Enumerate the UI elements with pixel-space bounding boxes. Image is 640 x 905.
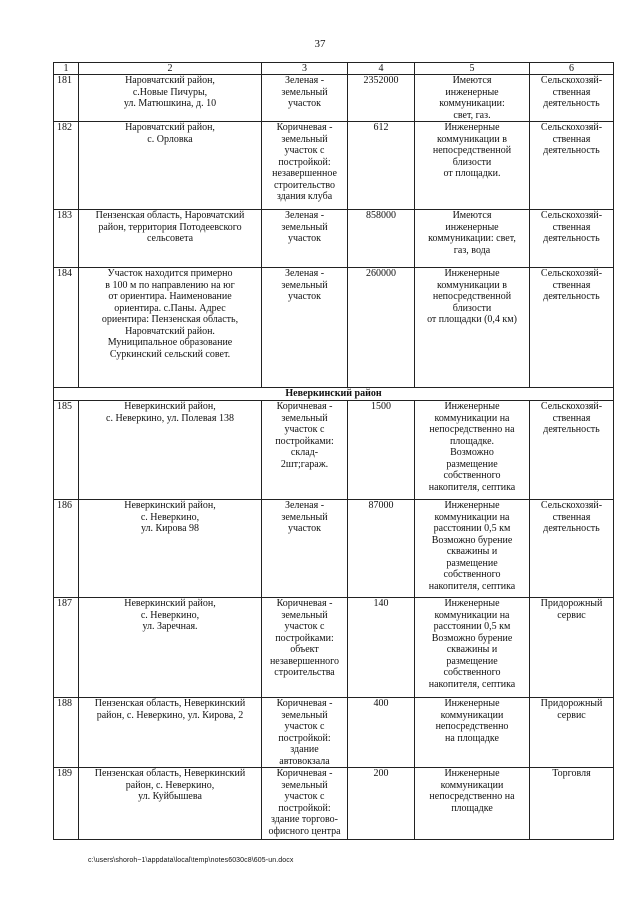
- purpose-cell: Сельскохозяй- ственная деятельность: [530, 401, 614, 500]
- purpose-cell: Сельскохозяй- ственная деятельность: [530, 210, 614, 268]
- address-cell: Наровчатский район, с. Орловка: [79, 122, 262, 210]
- address-cell: Неверкинский район, с. Неверкино, ул. Полевая 138: [79, 401, 262, 500]
- area-cell: 140: [348, 598, 415, 698]
- purpose-cell: Сельскохозяй- ственная деятельность: [530, 500, 614, 598]
- row-number-cell: 181: [54, 75, 79, 122]
- row-number-cell: 184: [54, 268, 79, 388]
- utilities-cell: Инженерные коммуникации на расстоянии 0,5 км Возможно бурение скважины и размещение собственного накопителя, септика: [415, 500, 530, 598]
- table-row: [54, 598, 614, 698]
- purpose-cell: Сельскохозяй- ственная деятельность: [530, 122, 614, 210]
- purpose-cell: Сельскохозяй- ственная деятельность: [530, 75, 614, 122]
- land-type-cell: Зеленая - земельный участок: [262, 75, 348, 122]
- utilities-cell: Инженерные коммуникации непосредственно на площадке: [415, 768, 530, 840]
- utilities-cell: Инженерные коммуникации в непосредственной близости от площадки (0,4 км): [415, 268, 530, 388]
- address-cell: Пензенская область, Неверкинский район, с. Неверкино, ул. Куйбышева: [79, 768, 262, 840]
- land-type-cell: Коричневая - земельный участок с постройками: объект незавершенного строительства: [262, 598, 348, 698]
- district-header-row: [54, 388, 614, 401]
- area-cell: 612: [348, 122, 415, 210]
- column-header: 3: [262, 63, 348, 75]
- row-number-cell: 185: [54, 401, 79, 500]
- column-header: 5: [415, 63, 530, 75]
- table-row: [54, 268, 614, 388]
- address-cell: Наровчатский район, с.Новые Пичуры, ул. Матюшкина, д. 10: [79, 75, 262, 122]
- land-plots-table: [53, 62, 614, 840]
- district-title: Неверкинский район: [54, 388, 614, 401]
- purpose-cell: Придорожный сервис: [530, 698, 614, 768]
- column-header: 4: [348, 63, 415, 75]
- table-row: [54, 768, 614, 840]
- utilities-cell: Инженерные коммуникации непосредственно на площадке: [415, 698, 530, 768]
- land-type-cell: Зеленая - земельный участок: [262, 500, 348, 598]
- row-number-cell: 189: [54, 768, 79, 840]
- area-cell: 260000: [348, 268, 415, 388]
- row-number-cell: 183: [54, 210, 79, 268]
- area-cell: 2352000: [348, 75, 415, 122]
- area-cell: 858000: [348, 210, 415, 268]
- land-type-cell: Коричневая - земельный участок с постройкой: здание торгово- офисного центра: [262, 768, 348, 840]
- column-header: 6: [530, 63, 614, 75]
- table-row: [54, 401, 614, 500]
- address-cell: Неверкинский район, с. Неверкино, ул. Заречная.: [79, 598, 262, 698]
- area-cell: 87000: [348, 500, 415, 598]
- column-header: 1: [54, 63, 79, 75]
- address-cell: Пензенская область, Неверкинский район, с. Неверкино, ул. Кирова, 2: [79, 698, 262, 768]
- area-cell: 1500: [348, 401, 415, 500]
- table-row: [54, 75, 614, 122]
- file-path-footer: c:\users\shoroh~1\appdata\local\temp\notes6030c8\605-un.docx: [88, 857, 294, 864]
- area-cell: 400: [348, 698, 415, 768]
- address-cell: Пензенская область, Наровчатский район, территория Потодеевского сельсовета: [79, 210, 262, 268]
- purpose-cell: Сельскохозяй- ственная деятельность: [530, 268, 614, 388]
- column-header-row: [54, 63, 614, 75]
- land-type-cell: Коричневая - земельный участок с постройкой: незавершенное строительство здания клуба: [262, 122, 348, 210]
- row-number-cell: 188: [54, 698, 79, 768]
- land-type-cell: Коричневая - земельный участок с постройкой: здание автовокзала: [262, 698, 348, 768]
- utilities-cell: Имеются инженерные коммуникации: свет, газ, вода: [415, 210, 530, 268]
- land-type-cell: Зеленая - земельный участок: [262, 210, 348, 268]
- table-row: [54, 698, 614, 768]
- row-number-cell: 182: [54, 122, 79, 210]
- land-type-cell: Коричневая - земельный участок с постройками: склад- 2шт;гараж.: [262, 401, 348, 500]
- table-row: [54, 500, 614, 598]
- address-cell: Неверкинский район, с. Неверкино, ул. Кирова 98: [79, 500, 262, 598]
- land-type-cell: Зеленая - земельный участок: [262, 268, 348, 388]
- purpose-cell: Придорожный сервис: [530, 598, 614, 698]
- utilities-cell: Инженерные коммуникации на расстоянии 0,5 км Возможно бурение скважины и размещение собственного накопителя, септика: [415, 598, 530, 698]
- column-header: 2: [79, 63, 262, 75]
- row-number-cell: 187: [54, 598, 79, 698]
- utilities-cell: Инженерные коммуникации на непосредственно на площадке. Возможно размещение собственного накопителя, септика: [415, 401, 530, 500]
- table-row: [54, 122, 614, 210]
- area-cell: 200: [348, 768, 415, 840]
- table-row: [54, 210, 614, 268]
- page-number: 37: [314, 38, 326, 50]
- row-number-cell: 186: [54, 500, 79, 598]
- purpose-cell: Торговля: [530, 768, 614, 840]
- address-cell: Участок находится примерно в 100 м по направлению на юг от ориентира. Наименование ориентира. с.Паны. Адрес ориентира: Пензенская область, Наровчатский район. Муниципальное образование Суркинский сельский совет.: [79, 268, 262, 388]
- utilities-cell: Имеются инженерные коммуникации: свет, газ.: [415, 75, 530, 122]
- utilities-cell: Инженерные коммуникации в непосредственной близости от площадки.: [415, 122, 530, 210]
